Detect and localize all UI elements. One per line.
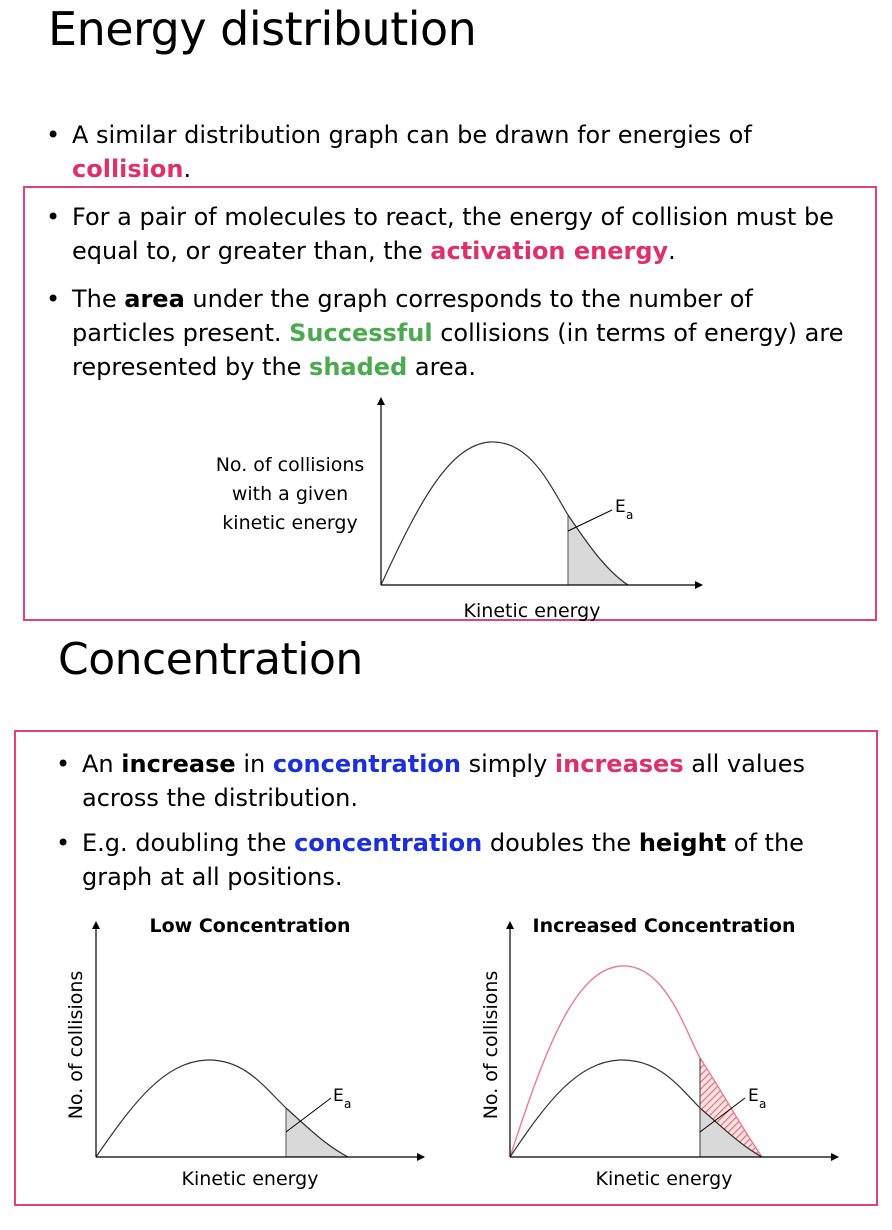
shaded-success-area bbox=[568, 515, 628, 585]
increased-concentration-graph bbox=[480, 915, 838, 1190]
x-axis-label: Kinetic energy bbox=[463, 600, 601, 622]
ea-label: E bbox=[615, 497, 626, 517]
bullet-text: E.g. doubling the bbox=[82, 829, 295, 857]
ea-pointer bbox=[568, 510, 612, 531]
high-graph-title: Increased Concentration bbox=[532, 915, 796, 937]
y-axis-label-line1: No. of collisions bbox=[215, 454, 365, 476]
bullet-text: The bbox=[72, 285, 125, 313]
bold-height: height bbox=[638, 829, 727, 857]
highlight-concentration: concentration bbox=[272, 750, 461, 778]
high-y-axis-label: No. of collisions bbox=[480, 970, 502, 1120]
highlight-shaded: shaded bbox=[309, 353, 408, 381]
high-ea-subscript: a bbox=[759, 1097, 767, 1111]
highlight-concentration: concentration bbox=[294, 829, 483, 857]
bullet-dot: • bbox=[46, 285, 61, 313]
bullet-text: all values across the distribution. bbox=[82, 750, 805, 812]
bullet-text: area. bbox=[407, 353, 477, 381]
low-ea-subscript: a bbox=[344, 1097, 352, 1111]
high-ea-label: E bbox=[748, 1086, 759, 1106]
bullet-text: An bbox=[82, 750, 122, 778]
y-axis-label-line3: kinetic energy bbox=[222, 512, 358, 534]
bold-area: area bbox=[124, 285, 185, 313]
highlight-activation-energy: activation energy bbox=[430, 237, 669, 265]
y-axis-label-line2: with a given bbox=[231, 483, 349, 505]
low-y-axis-label: No. of collisions bbox=[65, 970, 87, 1120]
bullet-dot: • bbox=[56, 829, 71, 857]
low-x-axis-label: Kinetic energy bbox=[181, 1168, 319, 1190]
highlight-collision: collision bbox=[72, 155, 184, 183]
bold-increase: increase bbox=[121, 750, 236, 778]
high-x-axis-label: Kinetic energy bbox=[595, 1168, 733, 1190]
bullet-text: For a pair of molecules to react, the energy of collision must be equal to, or greater than, the bbox=[72, 203, 834, 265]
bullet-text-end: . bbox=[668, 237, 676, 265]
bullet-text: of the graph at all positions. bbox=[82, 829, 804, 891]
bullet-text: collisions (in terms of energy) are represented by the bbox=[72, 319, 844, 381]
highlight-increases: increases bbox=[554, 750, 684, 778]
highlight-successful: Successful bbox=[289, 319, 433, 347]
bullet-text: A similar distribution graph can be drawn for energies of bbox=[72, 121, 752, 149]
bullet-text: in bbox=[235, 750, 273, 778]
low-shaded-area bbox=[286, 1108, 348, 1157]
bullet-dot: • bbox=[46, 203, 61, 231]
section-title-concentration: Concentration bbox=[58, 634, 363, 685]
low-concentration-graph bbox=[65, 915, 424, 1190]
low-ea-label: E bbox=[333, 1086, 344, 1106]
bullet-text: doubles the bbox=[482, 829, 639, 857]
bullet-dot: • bbox=[46, 121, 61, 149]
ea-subscript: a bbox=[626, 508, 634, 522]
bullet-text: under the graph corresponds to the number of particles present. bbox=[72, 285, 753, 347]
energy-distribution-graph bbox=[216, 398, 702, 622]
bullet-dot: • bbox=[56, 750, 71, 778]
bullet-text: simply bbox=[461, 750, 555, 778]
page-title-energy-distribution: Energy distribution bbox=[48, 2, 477, 56]
bullet-text-end: . bbox=[183, 155, 192, 183]
low-graph-title: Low Concentration bbox=[149, 915, 351, 937]
